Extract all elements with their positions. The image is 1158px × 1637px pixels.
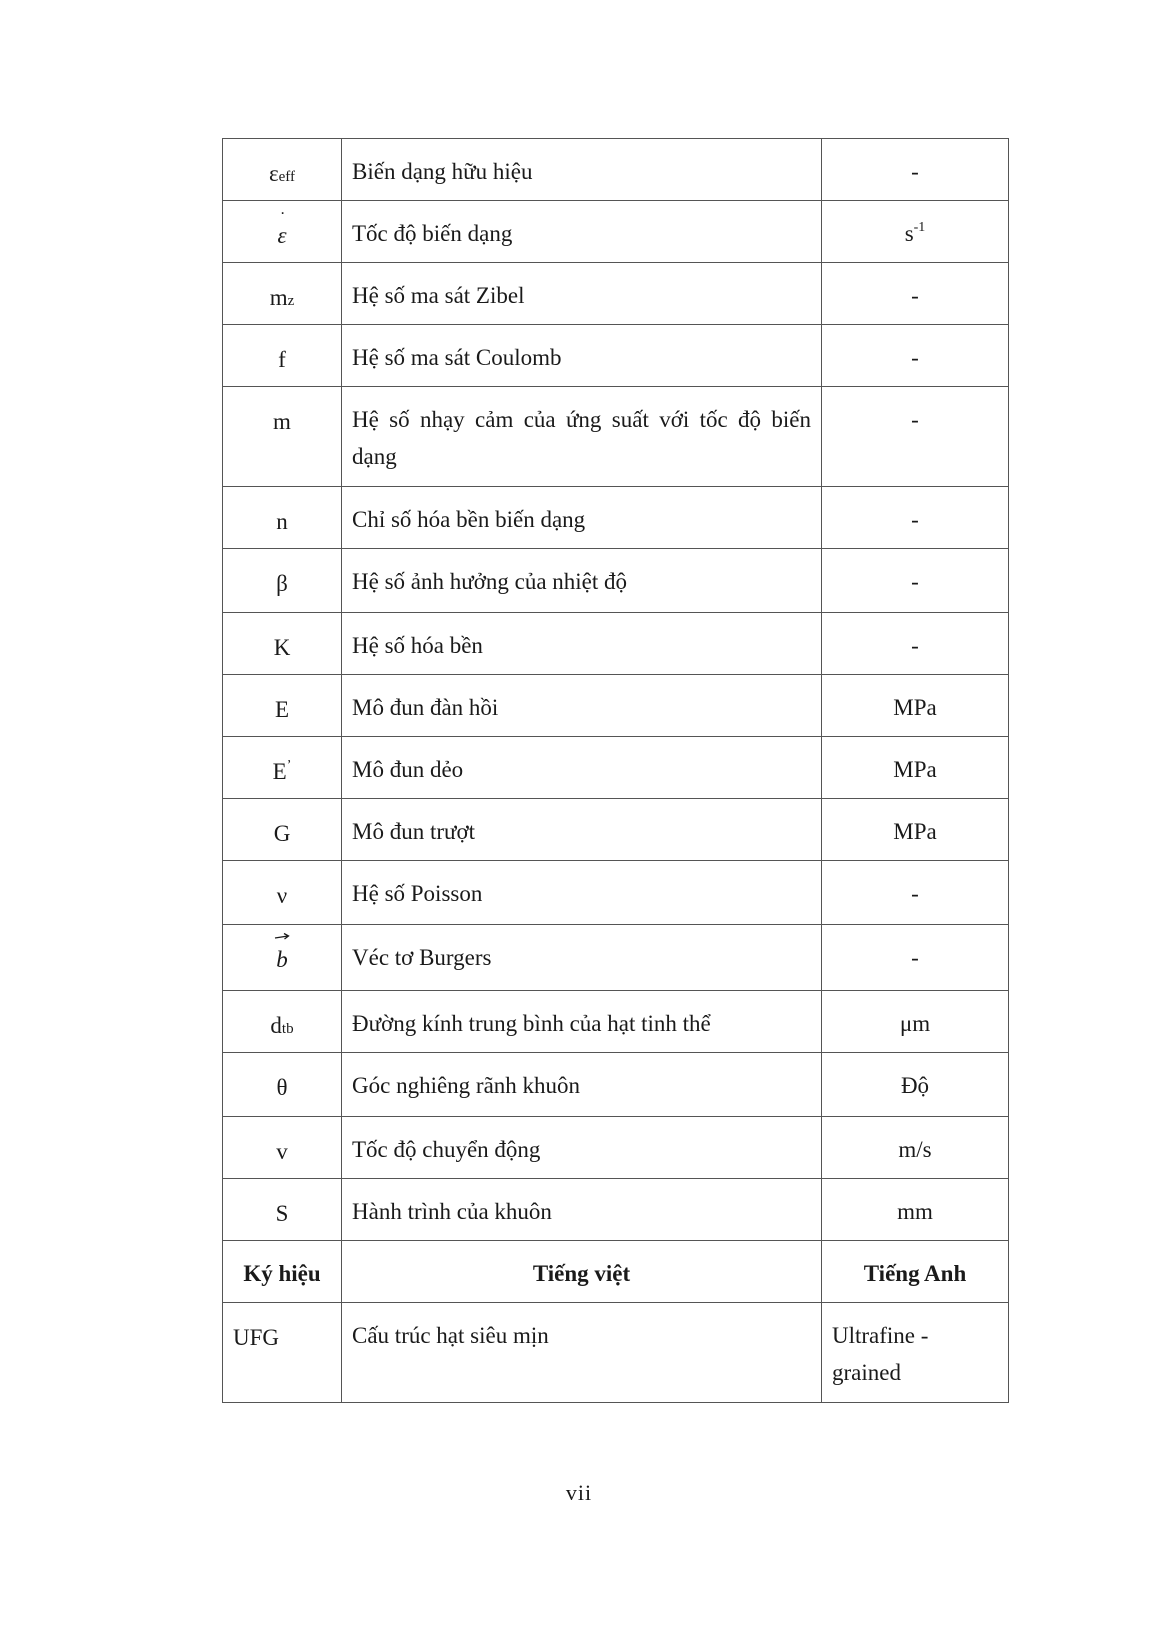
vector-arrow-icon (274, 932, 290, 942)
unit-cell: mm (822, 1179, 1009, 1241)
symbol-cell: dtb (223, 991, 342, 1053)
table-row (223, 1303, 1009, 1403)
unit-cell: m/s (822, 1117, 1009, 1179)
unit-cell: - (822, 487, 1009, 549)
symbol-cell: m (223, 387, 342, 487)
unit-cell: - (822, 861, 1009, 925)
table-row (223, 737, 1009, 799)
unit-cell: $s^{-1}$ (822, 201, 1009, 263)
unit-cell: - (822, 263, 1009, 325)
description-cell: Biến dạng hữu hiệu (342, 139, 822, 201)
header-english: Tiếng Anh (822, 1241, 1009, 1303)
vietnamese-cell: Cấu trúc hạt siêu mịn (342, 1303, 822, 1403)
table-row (223, 139, 1009, 201)
table-row (223, 325, 1009, 387)
description-cell: Hệ số ma sát Coulomb (342, 325, 822, 387)
description-cell: Góc nghiêng rãnh khuôn (342, 1053, 822, 1117)
symbol-cell: εeff (223, 139, 342, 201)
description-cell: Hệ số hóa bền (342, 613, 822, 675)
description-cell: Mô đun dẻo (342, 737, 822, 799)
header-vietnamese: Tiếng việt (342, 1241, 822, 1303)
burgers-vector-symbol: b (276, 941, 288, 978)
abbrev-header-row (223, 1241, 1009, 1303)
symbol-cell: v (223, 1117, 342, 1179)
table-row (223, 799, 1009, 861)
table-row (223, 263, 1009, 325)
description-cell: Hệ số ma sát Zibel (342, 263, 822, 325)
unit-cell: MPa (822, 799, 1009, 861)
table-row (223, 487, 1009, 549)
symbol-cell: E’ (223, 737, 342, 799)
table-row (223, 613, 1009, 675)
unit-cell: - (822, 925, 1009, 991)
symbol-cell: E (223, 675, 342, 737)
description-cell: Tốc độ chuyển động (342, 1117, 822, 1179)
table-row (223, 1053, 1009, 1117)
unit-cell: - (822, 325, 1009, 387)
description-cell: Tốc độ biến dạng (342, 201, 822, 263)
symbol-cell: mz (223, 263, 342, 325)
unit-cell: MPa (822, 675, 1009, 737)
symbol-cell: G (223, 799, 342, 861)
symbol-cell: θ (223, 1053, 342, 1117)
description-cell: Hệ số nhạy cảm của ứng suất với tốc độ biến dạng (342, 387, 822, 487)
symbol-cell: β (223, 549, 342, 613)
description-cell: Hệ số ảnh hưởng của nhiệt độ (342, 549, 822, 613)
unit-cell: MPa (822, 737, 1009, 799)
table-row (223, 861, 1009, 925)
table-row (223, 549, 1009, 613)
table-row (223, 387, 1009, 487)
table-row (223, 925, 1009, 991)
page-number: vii (565, 1480, 593, 1505)
unit-cell: μm (822, 991, 1009, 1053)
description-cell: Đường kính trung bình của hạt tinh thể (342, 991, 822, 1053)
symbol-cell: S (223, 1179, 342, 1241)
table-row (223, 1179, 1009, 1241)
symbol-cell: n (223, 487, 342, 549)
symbol-cell (223, 201, 342, 263)
epsilon-dot-symbol: ˙ ε (277, 208, 287, 248)
symbol-cell (223, 925, 342, 991)
description-cell: Véc tơ Burgers (342, 925, 822, 991)
unit-cell: - (822, 549, 1009, 613)
table-row (223, 991, 1009, 1053)
header-symbol: Ký hiệu (223, 1241, 342, 1303)
table-row (223, 201, 1009, 263)
description-cell: Mô đun trượt (342, 799, 822, 861)
symbol-cell: ν (223, 861, 342, 925)
description-cell: Hệ số Poisson (342, 861, 822, 925)
symbol-cell: f (223, 325, 342, 387)
unit-cell: Độ (822, 1053, 1009, 1117)
table-row (223, 675, 1009, 737)
description-cell: Chỉ số hóa bền biến dạng (342, 487, 822, 549)
english-cell: Ultrafine - grained (822, 1303, 1009, 1403)
description-cell: Mô đun đàn hồi (342, 675, 822, 737)
unit-cell: - (822, 613, 1009, 675)
symbol-cell: K (223, 613, 342, 675)
description-cell: Hành trình của khuôn (342, 1179, 822, 1241)
table-row (223, 1117, 1009, 1179)
symbols-table (222, 138, 1009, 1403)
unit-cell: - (822, 387, 1009, 487)
abbr-cell: UFG (223, 1303, 342, 1403)
unit-cell: - (822, 139, 1009, 201)
